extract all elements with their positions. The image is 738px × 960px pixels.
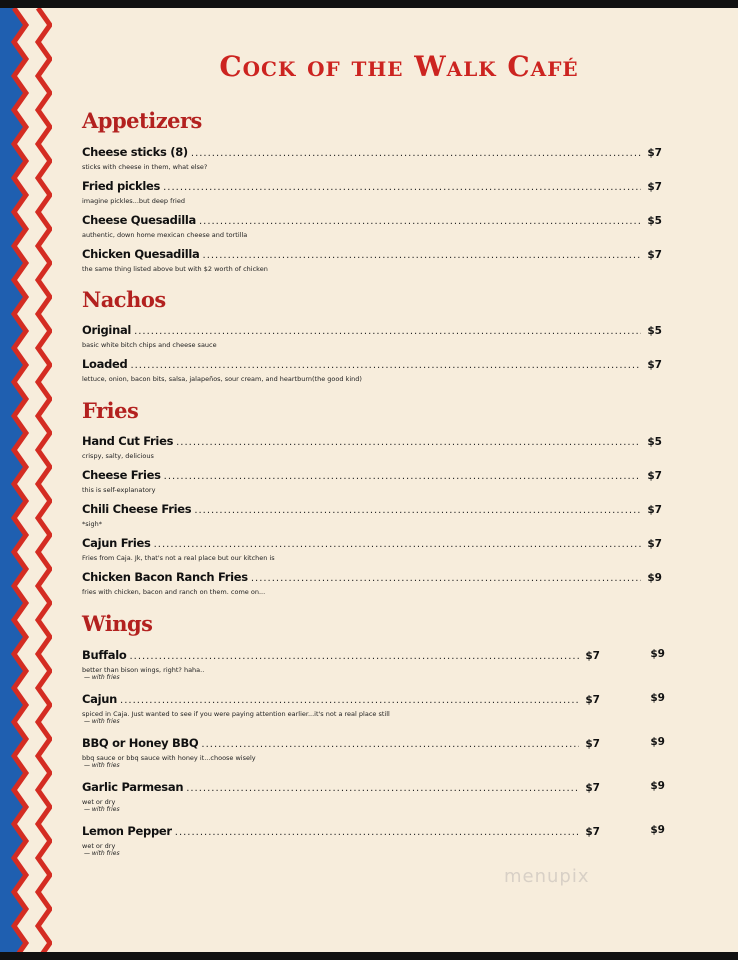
item-price: $7 xyxy=(647,147,662,159)
leader-dots xyxy=(154,539,641,550)
menu-item xyxy=(82,824,665,864)
menu-item xyxy=(82,468,662,502)
item-name: Cheese Quesadilla xyxy=(82,213,196,227)
section-heading-appetizers: Appetizers xyxy=(82,108,202,133)
item-description: sticks with cheese in them, what else? xyxy=(82,163,208,171)
menu-item xyxy=(82,780,665,820)
section-heading-wings: Wings xyxy=(82,611,153,636)
item-price-with-fries: $9 xyxy=(650,692,665,704)
watermark: menupix xyxy=(504,866,590,887)
item-price: $7 xyxy=(647,538,662,550)
leader-dots xyxy=(203,250,641,261)
leader-dots xyxy=(130,360,641,371)
leader-dots xyxy=(251,573,641,584)
menu-item xyxy=(82,648,665,688)
with-fries-note: — with fries xyxy=(84,674,120,681)
leader-dots xyxy=(199,216,641,227)
item-name: Loaded xyxy=(82,357,128,371)
leader-dots xyxy=(129,651,579,662)
item-price: $7 xyxy=(585,826,600,838)
item-description: the same thing listed above but with $2 worth of chicken xyxy=(82,265,268,273)
item-name: Cheese Fries xyxy=(82,468,161,482)
menu-item xyxy=(82,357,662,391)
item-name: Chicken Bacon Ranch Fries xyxy=(82,570,248,584)
item-price: $7 xyxy=(585,738,600,750)
menu-item xyxy=(82,247,662,281)
menu-item xyxy=(82,692,665,732)
leader-dots xyxy=(194,505,641,516)
leader-dots xyxy=(201,739,579,750)
item-description: spiced in Caja. Just wanted to see if you were paying attention earlier...it's not a real place still xyxy=(82,710,390,718)
item-description: *sigh* xyxy=(82,520,102,528)
item-name: Fried pickles xyxy=(82,179,161,193)
item-description: crispy, salty, delicious xyxy=(82,452,154,460)
item-name: Cheese sticks (8) xyxy=(82,145,188,159)
leader-dots xyxy=(186,783,579,794)
menu-item xyxy=(82,536,662,570)
item-name: Lemon Pepper xyxy=(82,824,172,838)
menu-item xyxy=(82,145,662,179)
item-price-with-fries: $9 xyxy=(650,648,665,660)
item-price: $7 xyxy=(647,470,662,482)
with-fries-note: — with fries xyxy=(84,806,120,813)
menu-item xyxy=(82,570,662,604)
with-fries-note: — with fries xyxy=(84,762,120,769)
item-price: $7 xyxy=(647,181,662,193)
item-name: Cajun xyxy=(82,692,118,706)
section-heading-fries: Fries xyxy=(82,398,139,423)
item-description: wet or dry xyxy=(82,798,116,806)
item-description: better than bison wings, right? haha.. xyxy=(82,666,205,674)
item-price: $7 xyxy=(585,694,600,706)
leader-dots xyxy=(163,182,641,193)
item-price: $7 xyxy=(647,249,662,261)
item-price-with-fries: $9 xyxy=(650,824,665,836)
item-description: this is self-explanatory xyxy=(82,486,156,494)
with-fries-note: — with fries xyxy=(84,718,120,725)
restaurant-title: Cock of the Walk Café xyxy=(219,50,579,83)
leader-dots xyxy=(176,437,641,448)
item-description: fries with chicken, bacon and ranch on them. come on... xyxy=(82,588,266,596)
menu-item xyxy=(82,736,665,776)
menu-item xyxy=(82,502,662,536)
item-name: Chili Cheese Fries xyxy=(82,502,192,516)
item-description: authentic, down home mexican cheese and tortilla xyxy=(82,231,248,239)
item-description: basic white bitch chips and cheese sauce xyxy=(82,341,217,349)
item-name: Chicken Quesadilla xyxy=(82,247,200,261)
item-price: $7 xyxy=(585,650,600,662)
item-price: $5 xyxy=(647,436,662,448)
item-price: $9 xyxy=(647,572,662,584)
item-description: imagine pickles...but deep fried xyxy=(82,197,185,205)
menu-item xyxy=(82,179,662,213)
item-price: $7 xyxy=(647,504,662,516)
leader-dots xyxy=(134,326,641,337)
leader-dots xyxy=(120,695,579,706)
item-price-with-fries: $9 xyxy=(650,780,665,792)
item-name: Garlic Parmesan xyxy=(82,780,184,794)
item-description: bbq sauce or bbq sauce with honey it...choose wisely xyxy=(82,754,256,762)
item-description: wet or dry xyxy=(82,842,116,850)
menu-page xyxy=(0,8,738,952)
menu-item xyxy=(82,434,662,468)
item-price: $5 xyxy=(647,215,662,227)
leader-dots xyxy=(175,827,579,838)
item-price: $5 xyxy=(647,325,662,337)
item-price: $7 xyxy=(585,782,600,794)
item-name: Original xyxy=(82,323,132,337)
item-name: Buffalo xyxy=(82,648,127,662)
item-name: Cajun Fries xyxy=(82,536,151,550)
chevron-border xyxy=(0,8,52,952)
item-price-with-fries: $9 xyxy=(650,736,665,748)
item-price: $7 xyxy=(647,359,662,371)
item-description: Fries from Caja. Jk, that's not a real place but our kitchen is xyxy=(82,554,275,562)
item-name: BBQ or Honey BBQ xyxy=(82,736,199,750)
menu-item xyxy=(82,323,662,357)
section-heading-nachos: Nachos xyxy=(82,287,166,312)
leader-dots xyxy=(164,471,641,482)
leader-dots xyxy=(191,148,641,159)
item-name: Hand Cut Fries xyxy=(82,434,174,448)
item-description: lettuce, onion, bacon bits, salsa, jalapeños, sour cream, and heartburn(the good kind) xyxy=(82,375,362,383)
with-fries-note: — with fries xyxy=(84,850,120,857)
menu-item xyxy=(82,213,662,247)
